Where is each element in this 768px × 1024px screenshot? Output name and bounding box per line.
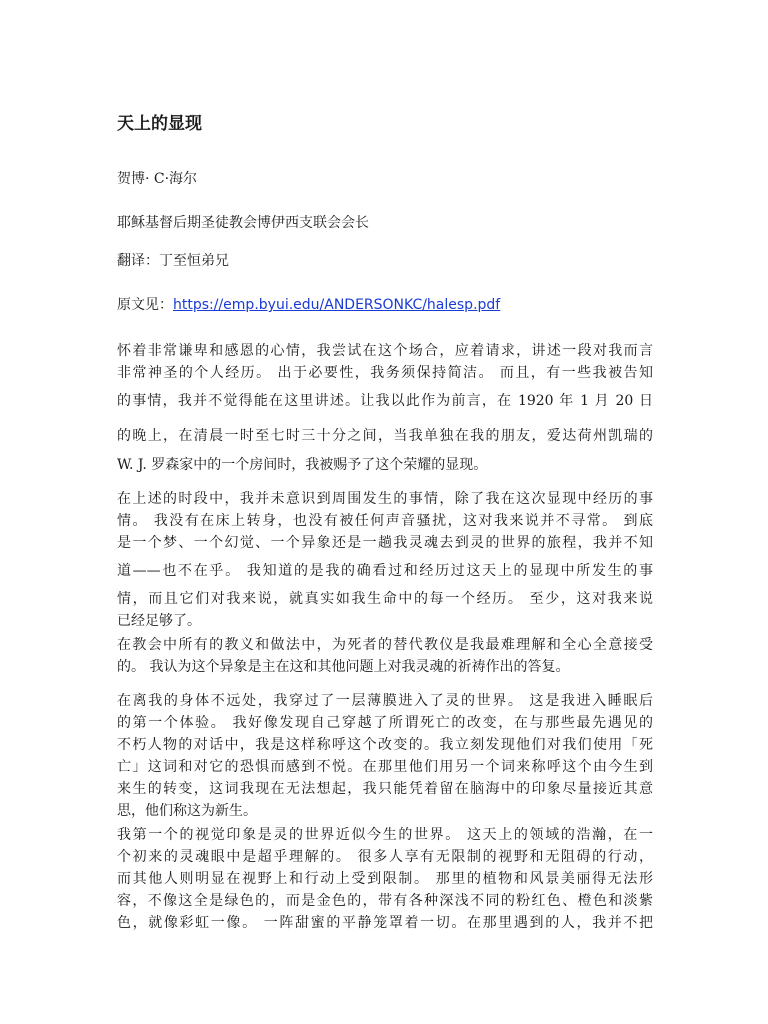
- author-line: 贺博· C·海尔: [117, 171, 198, 187]
- document-title: 天上的显现: [117, 114, 202, 134]
- document-page: [117, 0, 653, 1024]
- paragraph-5: [117, 824, 653, 934]
- translator-line: 翻译：丁至恒弟兄: [117, 253, 229, 269]
- source-label: 原文见：: [117, 297, 173, 313]
- paragraph-3: [117, 634, 653, 678]
- paragraph-line: W. J. 罗森家中的一个房间时，我被赐予了这个荣耀的显现。: [117, 457, 488, 473]
- source-link[interactable]: https://emp.byui.edu/ANDERSONKC/halesp.pdf: [173, 297, 501, 313]
- paragraph-line: 怀着非常谦卑和感恩的心情，我尝试在这个场合，应着请求，讲述一段对我而言: [117, 343, 653, 359]
- paragraph-line: 思，他们称这为新生。: [117, 803, 257, 819]
- paragraph-line: 的事情，我并不觉得能在这里讲述。让我以此作为前言，在 1920 年 1 月 20 日: [117, 393, 653, 409]
- paragraph-1: [117, 340, 653, 478]
- paragraph-line: 已经足够了。: [117, 613, 201, 629]
- paragraph-line: 道——也不在乎。 我知道的是我的确看过和经历过这天上的显现中所发生的事: [117, 563, 653, 579]
- paragraph-line: 个初来的灵魂眼中是超乎理解的。 很多人享有无限制的视野和无阻碍的行动，: [117, 849, 653, 865]
- paragraph-line: 情，而且它们对我来说，就真实如我生命中的每一个经历。 至少，这对我来说: [117, 591, 653, 607]
- paragraph-line: 在上述的时段中，我并未意识到周围发生的事情，除了我在这次显现中经历的事: [117, 491, 653, 507]
- author-position: 耶稣基督后期圣徒教会博伊西支联会会长: [117, 215, 369, 231]
- paragraph-line: 在离我的身体不远处，我穿过了一层薄膜进入了灵的世界。 这是我进入睡眠后: [117, 693, 653, 709]
- paragraph-line: 非常神圣的个人经历。 出于必要性，我务须保持简洁。 而且，有一些我被告知: [117, 365, 653, 381]
- source-line: [117, 294, 500, 316]
- paragraph-line: 我第一个的视觉印象是灵的世界近似今生的世界。 这天上的领域的浩瀚，在一: [117, 827, 653, 843]
- paragraph-line: 色，就像彩虹一像。 一阵甜蜜的平静笼罩着一切。在那里遇到的人，我并不把: [117, 915, 653, 931]
- paragraph-line: 在教会中所有的教义和做法中，为死者的替代教仪是我最难理解和全心全意接受: [117, 637, 653, 653]
- paragraph-line: 容，不像这全是绿色的，而是金色的，带有各种深浅不同的粉红色、橙色和淡紫: [117, 893, 653, 909]
- paragraph-line: 是一个梦、一个幻觉、一个异象还是一趟我灵魂去到灵的世界的旅程，我并不知: [117, 535, 653, 551]
- paragraph-line: 而其他人则明显在视野上和行动上受到限制。 那里的植物和风景美丽得无法形: [117, 871, 653, 887]
- paragraph-2: [117, 488, 653, 632]
- paragraph-line: 的晚上，在清晨一时至七时三十分之间，当我单独在我的朋友，爱达荷州凯瑞的: [117, 428, 653, 444]
- paragraph-4: [117, 690, 653, 822]
- paragraph-line: 不朽人物的对话中，我是这样称呼这个改变的。我立刻发现他们对我们使用「死: [117, 737, 653, 753]
- paragraph-line: 的。 我认为这个异象是主在这和其他问题上对我灵魂的祈祷作出的答复。: [117, 659, 570, 675]
- paragraph-line: 亡」这词和对它的恐惧而感到不悦。在那里他们用另一个词来称呼这个由今生到: [117, 759, 653, 775]
- paragraph-line: 情。 我没有在床上转身，也没有被任何声音骚扰，这对我来说并不寻常。 到底: [117, 513, 653, 529]
- paragraph-line: 的第一个体验。 我好像发现自己穿越了所谓死亡的改变，在与那些最先遇见的: [117, 715, 653, 731]
- paragraph-line: 来生的转变，这词我现在无法想起，我只能凭着留在脑海中的印象尽量接近其意: [117, 781, 653, 797]
